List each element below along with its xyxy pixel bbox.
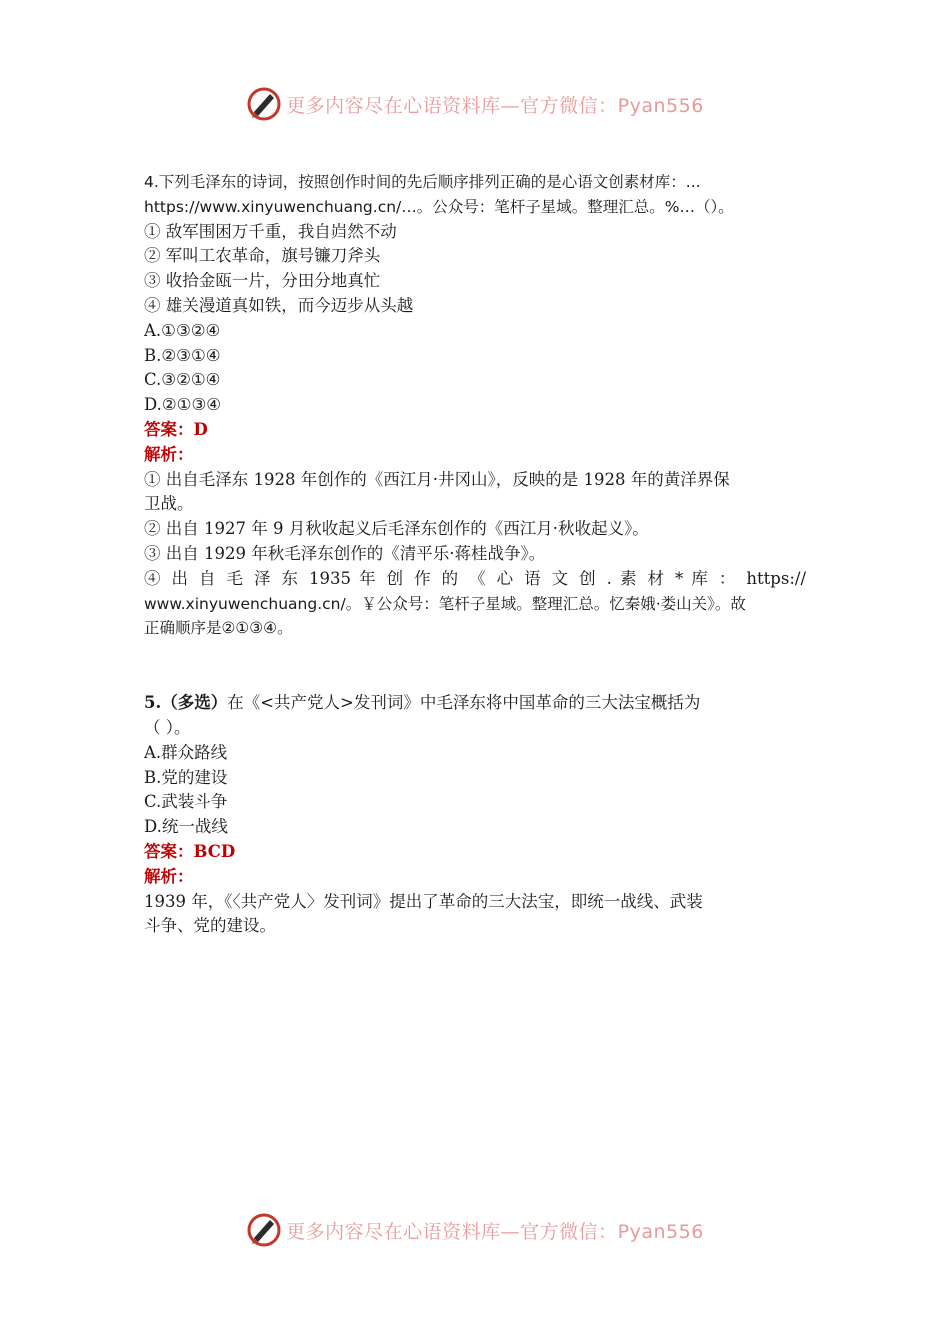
q5-option-b: B.党的建设 [144, 767, 228, 787]
q5-analysis-line: 斗争、党的建设。 [144, 916, 276, 936]
q5-title-line1 [144, 691, 806, 716]
footer-banner [0, 1208, 950, 1252]
q5-option-d: D.统一战线 [144, 817, 228, 837]
q5-analysis-label: 解析： [144, 866, 194, 886]
q4-option-c: C.③②①④ [144, 370, 221, 390]
q4-item: ② 军叫工农革命，旗号镰刀斧头 [144, 246, 381, 266]
q4-analysis-line: 正确顺序是②①③④。 [144, 619, 293, 638]
banner-slogan: 更多内容尽在心语资料库—官方微信： [286, 94, 618, 117]
q4-option-a: A.①③②④ [144, 320, 221, 340]
q5-analysis-line: 1939 年，《〈共产党人〉发刊词》提出了革命的三大法宝，即统一战线、武装 [144, 891, 703, 911]
q5-option-a: A.群众路线 [144, 742, 228, 762]
pen-logo-icon [246, 86, 282, 122]
q4-analysis-line: ③ 出自 1929 年秋毛泽东创作的《清平乐·蒋桂战争》。 [144, 543, 546, 563]
q5-answer: 答案：BCD [144, 841, 236, 861]
q5-title-line2: （ ）。 [144, 717, 191, 737]
q4-item: ① 敌军围困万千重，我自岿然不动 [144, 221, 397, 241]
q4-item: ④ 雄关漫道真如铁，而今迈步从头越 [144, 295, 414, 315]
q4-title-line1: 4.下列毛泽东的诗词，按照创作时间的先后顺序排列正确的是心语文创素材库：... [144, 173, 701, 191]
spacer [144, 641, 806, 691]
q4-option-b: B.②③①④ [144, 345, 221, 365]
pen-logo-icon [246, 1212, 282, 1248]
q4-analysis-line: 卫战。 [144, 494, 194, 514]
q4-analysis-line: www.xinyuwenchuang.cn/。￥公众号：笔杆子星域。整理汇总。忆秦娥·娄山关》。故 [144, 594, 746, 613]
banner-slogan: 更多内容尽在心语资料库—官方微信： [286, 1220, 618, 1243]
q4-option-d: D.②①③④ [144, 395, 222, 415]
q4-analysis-line: ② 出自 1927 年 9 月秋收起义后毛泽东创作的《西江月·秋收起义》。 [144, 519, 649, 539]
q4-answer: 答案：D [144, 419, 208, 439]
document-body [144, 170, 806, 939]
q4-title-line2: https://www.xinyuwenchuang.cn/…。公众号：笔杆子星域。整理汇总。%…（）。 [144, 197, 734, 216]
q4-analysis-line: ① 出自毛泽东 1928 年创作的《西江月·井冈山》，反映的是 1928 年的黄洋界保 [144, 469, 730, 489]
banner-wechat-id: Pyan556 [617, 1220, 704, 1243]
q5-title-text: 在《<共产党人>发刊词》中毛泽东将中国革命的三大法宝概括为 [227, 693, 701, 713]
banner-text [286, 91, 704, 118]
header-banner [0, 82, 950, 126]
q5-option-c: C.武装斗争 [144, 792, 228, 812]
banner-wechat-id: Pyan556 [617, 94, 704, 117]
q5-number: 5.（多选） [144, 693, 228, 713]
q4-analysis-line: ④ 出 自 毛 泽 东 1935 年 创 作 的 《 心 语 文 创 . 素 材 * 库 ： https:// [144, 568, 806, 588]
q4-item: ③ 收拾金瓯一片，分田分地真忙 [144, 271, 381, 291]
banner-text [286, 1217, 704, 1244]
q4-analysis-label: 解析： [144, 444, 194, 464]
